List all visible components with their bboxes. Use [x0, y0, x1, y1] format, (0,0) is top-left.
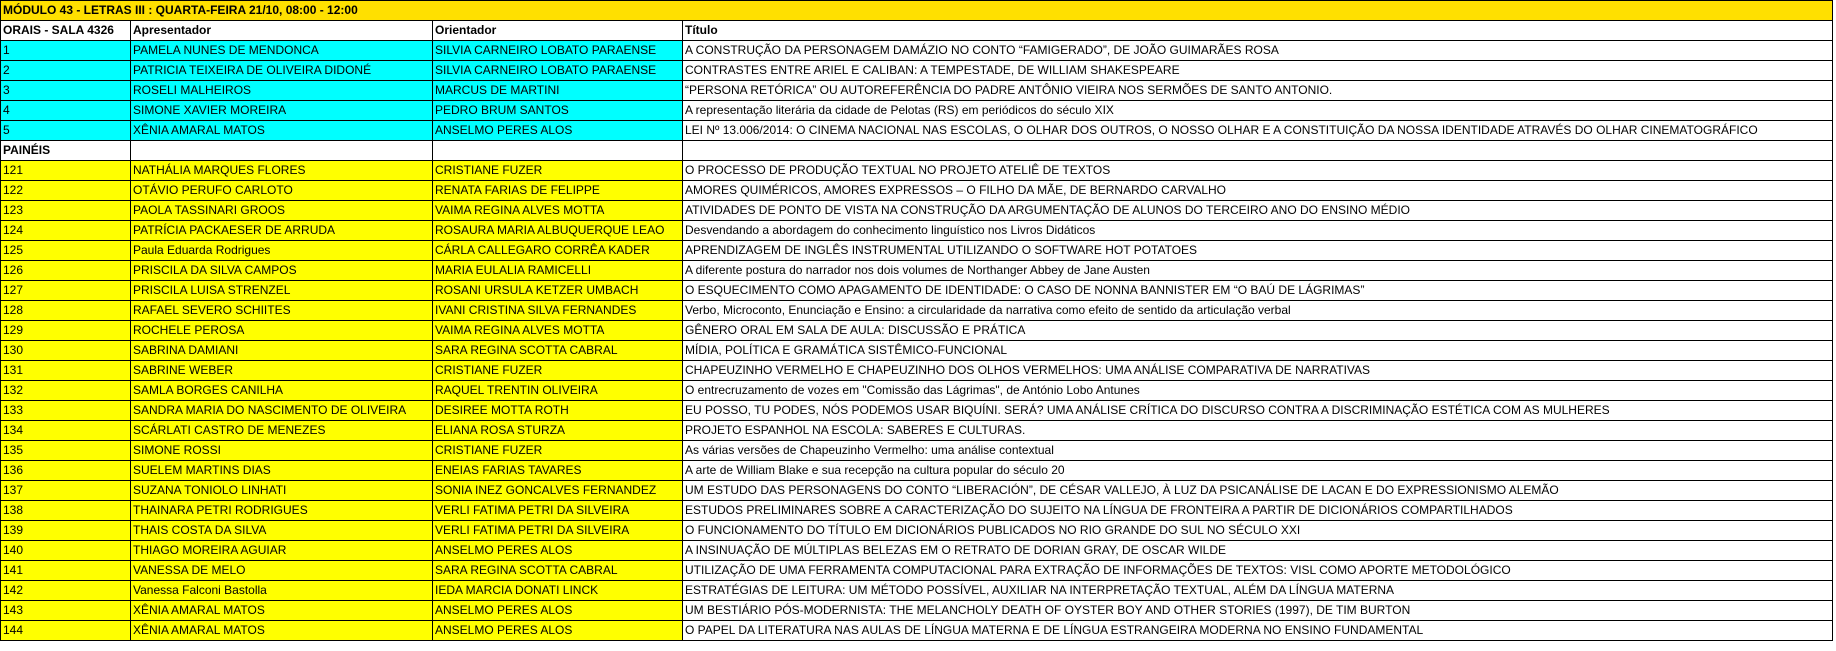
- cell-number[interactable]: 133: [1, 401, 131, 421]
- cell-titulo[interactable]: ESTUDOS PRELIMINARES SOBRE A CARACTERIZAÇÃO DO SUJEITO NA LÍNGUA DE FRONTEIRA A PARTIR DE DICIONÁRIOS COMPARTILHADOS: [683, 501, 1833, 521]
- cell-titulo[interactable]: “PERSONA RETÓRICA” OU AUTOREFERÊNCIA DO PADRE ANTÔNIO VIEIRA NOS SERMÕES DE SANTO ANTONIO.: [683, 81, 1833, 101]
- table-row: [1, 281, 1833, 301]
- cell-orientador[interactable]: RENATA FARIAS DE FELIPPE: [433, 181, 683, 201]
- cell-orientador[interactable]: ANSELMO PERES ALOS: [433, 621, 683, 641]
- table-row: [1, 241, 1833, 261]
- cell-apresentador[interactable]: XÊNIA AMARAL MATOS: [131, 121, 433, 141]
- table-row: [1, 221, 1833, 241]
- cell-titulo[interactable]: As várias versões de Chapeuzinho Vermelho: uma análise contextual: [683, 441, 1833, 461]
- cell-apresentador[interactable]: PATRÍCIA PACKAESER DE ARRUDA: [131, 221, 433, 241]
- cell-number[interactable]: 138: [1, 501, 131, 521]
- cell-titulo[interactable]: MÍDIA, POLÍTICA E GRAMÁTICA SISTÊMICO-FUNCIONAL: [683, 341, 1833, 361]
- table-row: [1, 121, 1833, 141]
- cell-orientador[interactable]: ANSELMO PERES ALOS: [433, 601, 683, 621]
- cell-titulo[interactable]: Verbo, Microconto, Enunciação e Ensino: a circularidade da narrativa como efeito de sentido da articulação verbal: [683, 301, 1833, 321]
- header-titulo[interactable]: Título: [683, 21, 1833, 41]
- cell-apresentador[interactable]: SIMONE ROSSI: [131, 441, 433, 461]
- module-title[interactable]: MÓDULO 43 - LETRAS III : QUARTA-FEIRA 21/10, 08:00 - 12:00: [1, 1, 1833, 21]
- cell-titulo[interactable]: A diferente postura do narrador nos dois volumes de Northanger Abbey de Jane Austen: [683, 261, 1833, 281]
- cell-number[interactable]: 125: [1, 241, 131, 261]
- cell-apresentador[interactable]: SABRINE WEBER: [131, 361, 433, 381]
- cell-titulo[interactable]: PROJETO ESPANHOL NA ESCOLA: SABERES E CULTURAS.: [683, 421, 1833, 441]
- table-row: [1, 541, 1833, 561]
- cell-orientador[interactable]: CRISTIANE FUZER: [433, 161, 683, 181]
- cell-orientador[interactable]: ROSANI URSULA KETZER UMBACH: [433, 281, 683, 301]
- cell-number[interactable]: 123: [1, 201, 131, 221]
- empty-cell[interactable]: [683, 141, 1833, 161]
- table-row: [1, 441, 1833, 461]
- cell-titulo[interactable]: ATIVIDADES DE PONTO DE VISTA NA CONSTRUÇÃO DA ARGUMENTAÇÃO DE ALUNOS DO TERCEIRO ANO DO ENSINO MÉDIO: [683, 201, 1833, 221]
- cell-orientador[interactable]: ENEIAS FARIAS TAVARES: [433, 461, 683, 481]
- cell-number[interactable]: 2: [1, 61, 131, 81]
- cell-orientador[interactable]: RAQUEL TRENTIN OLIVEIRA: [433, 381, 683, 401]
- table-row: [1, 341, 1833, 361]
- cell-number[interactable]: 129: [1, 321, 131, 341]
- table-row: [1, 201, 1833, 221]
- cell-orientador[interactable]: MARIA EULALIA RAMICELLI: [433, 261, 683, 281]
- cell-number[interactable]: 4: [1, 101, 131, 121]
- table-row: [1, 421, 1833, 441]
- section-label-paineis[interactable]: PAINÉIS: [1, 141, 131, 161]
- cell-apresentador[interactable]: NATHÁLIA MARQUES FLORES: [131, 161, 433, 181]
- cell-apresentador[interactable]: SABRINA DAMIANI: [131, 341, 433, 361]
- table-row: [1, 101, 1833, 121]
- cell-titulo[interactable]: A arte de William Blake e sua recepção na cultura popular do século 20: [683, 461, 1833, 481]
- cell-number[interactable]: 3: [1, 81, 131, 101]
- table-row: [1, 501, 1833, 521]
- cell-number[interactable]: 130: [1, 341, 131, 361]
- table-row: [1, 621, 1833, 641]
- cell-titulo[interactable]: O entrecruzamento de vozes em "Comissão das Lágrimas", de António Lobo Antunes: [683, 381, 1833, 401]
- cell-orientador[interactable]: CRISTIANE FUZER: [433, 361, 683, 381]
- header-apresentador[interactable]: Apresentador: [131, 21, 433, 41]
- cell-titulo[interactable]: O ESQUECIMENTO COMO APAGAMENTO DE IDENTIDADE: O CASO DE NONNA BANNISTER EM “O BAÚ DE LÁGRIMAS”: [683, 281, 1833, 301]
- cell-orientador[interactable]: VAIMA REGINA ALVES MOTTA: [433, 201, 683, 221]
- table-row: [1, 301, 1833, 321]
- table-row: [1, 161, 1833, 181]
- cell-titulo[interactable]: UM ESTUDO DAS PERSONAGENS DO CONTO “LIBERACIÓN”, DE CÉSAR VALLEJO, À LUZ DA PSICANÁLISE DE LACAN E DO EXPRESSIONISMO ALEMÃO: [683, 481, 1833, 501]
- cell-apresentador[interactable]: SUELEM MARTINS DIAS: [131, 461, 433, 481]
- cell-titulo[interactable]: A INSINUAÇÃO DE MÚLTIPLAS BELEZAS EM O RETRATO DE DORIAN GRAY, DE OSCAR WILDE: [683, 541, 1833, 561]
- cell-titulo[interactable]: CONTRASTES ENTRE ARIEL E CALIBAN: A TEMPESTADE, DE WILLIAM SHAKESPEARE: [683, 61, 1833, 81]
- cell-number[interactable]: 127: [1, 281, 131, 301]
- cell-orientador[interactable]: SARA REGINA SCOTTA CABRAL: [433, 561, 683, 581]
- cell-apresentador[interactable]: OTÁVIO PERUFO CARLOTO: [131, 181, 433, 201]
- table-row: [1, 81, 1833, 101]
- cell-number[interactable]: 135: [1, 441, 131, 461]
- cell-number[interactable]: 137: [1, 481, 131, 501]
- cell-apresentador[interactable]: Paula Eduarda Rodrigues: [131, 241, 433, 261]
- table-row: [1, 381, 1833, 401]
- header-row: [1, 21, 1833, 41]
- cell-number[interactable]: 142: [1, 581, 131, 601]
- cell-apresentador[interactable]: SUZANA TONIOLO LINHATI: [131, 481, 433, 501]
- cell-orientador[interactable]: DESIREE MOTTA ROTH: [433, 401, 683, 421]
- cell-number[interactable]: 124: [1, 221, 131, 241]
- header-orientador[interactable]: Orientador: [433, 21, 683, 41]
- cell-titulo[interactable]: Desvendando a abordagem do conhecimento linguístico nos Livros Didáticos: [683, 221, 1833, 241]
- cell-apresentador[interactable]: THAIS COSTA DA SILVA: [131, 521, 433, 541]
- cell-number[interactable]: 131: [1, 361, 131, 381]
- cell-number[interactable]: 1: [1, 41, 131, 61]
- cell-apresentador[interactable]: ROCHELE PEROSA: [131, 321, 433, 341]
- cell-orientador[interactable]: ROSAURA MARIA ALBUQUERQUE LEAO: [433, 221, 683, 241]
- cell-orientador[interactable]: ANSELMO PERES ALOS: [433, 541, 683, 561]
- table-row: [1, 581, 1833, 601]
- cell-titulo[interactable]: UM BESTIÁRIO PÓS-MODERNISTA: THE MELANCHOLY DEATH OF OYSTER BOY AND OTHER STORIES (1997), DE TIM BURTON: [683, 601, 1833, 621]
- cell-orientador[interactable]: IEDA MARCIA DONATI LINCK: [433, 581, 683, 601]
- header-orais[interactable]: ORAIS - SALA 4326: [1, 21, 131, 41]
- cell-number[interactable]: 5: [1, 121, 131, 141]
- cell-titulo[interactable]: CHAPEUZINHO VERMELHO E CHAPEUZINHO DOS OLHOS VERMELHOS: UMA ANÁLISE COMPARATIVA DE NARRATIVAS: [683, 361, 1833, 381]
- cell-apresentador[interactable]: SANDRA MARIA DO NASCIMENTO DE OLIVEIRA: [131, 401, 433, 421]
- cell-number[interactable]: 128: [1, 301, 131, 321]
- cell-titulo[interactable]: LEI Nº 13.006/2014: O CINEMA NACIONAL NAS ESCOLAS, O OLHAR DOS OUTROS, O NOSSO OLHAR E A CONSTITUIÇÃO DA NOSSA IDENTIDADE ATRAVÉS DO OLHAR CINEMATOGRÁFICO: [683, 121, 1833, 141]
- cell-apresentador[interactable]: PAOLA TASSINARI GROOS: [131, 201, 433, 221]
- cell-number[interactable]: 121: [1, 161, 131, 181]
- cell-apresentador[interactable]: Vanessa Falconi Bastolla: [131, 581, 433, 601]
- empty-cell[interactable]: [131, 141, 433, 161]
- section-row-paineis: [1, 141, 1833, 161]
- cell-titulo[interactable]: O PROCESSO DE PRODUÇÃO TEXTUAL NO PROJETO ATELIÊ DE TEXTOS: [683, 161, 1833, 181]
- cell-orientador[interactable]: VERLI FATIMA PETRI DA SILVEIRA: [433, 521, 683, 541]
- cell-apresentador[interactable]: SCÁRLATI CASTRO DE MENEZES: [131, 421, 433, 441]
- cell-orientador[interactable]: CRISTIANE FUZER: [433, 441, 683, 461]
- cell-apresentador[interactable]: SIMONE XAVIER MOREIRA: [131, 101, 433, 121]
- cell-titulo[interactable]: EU POSSO, TU PODES, NÓS PODEMOS USAR BIQUÍNI. SERÁ? UMA ANÁLISE CRÍTICA DO DISCURSO CONTRA A DISCRIMINAÇÃO ESTÉTICA COM AS MULHERES: [683, 401, 1833, 421]
- cell-number[interactable]: 122: [1, 181, 131, 201]
- cell-titulo[interactable]: APRENDIZAGEM DE INGLÊS INSTRUMENTAL UTILIZANDO O SOFTWARE HOT POTATOES: [683, 241, 1833, 261]
- table-row: [1, 41, 1833, 61]
- cell-number[interactable]: 134: [1, 421, 131, 441]
- cell-titulo[interactable]: O PAPEL DA LITERATURA NAS AULAS DE LÍNGUA MATERNA E DE LÍNGUA ESTRANGEIRA MODERNA NO ENSINO FUNDAMENTAL: [683, 621, 1833, 641]
- cell-apresentador[interactable]: SAMLA BORGES CANILHA: [131, 381, 433, 401]
- cell-titulo[interactable]: ESTRATÉGIAS DE LEITURA: UM MÉTODO POSSÍVEL, AUXILIAR NA INTERPRETAÇÃO TEXTUAL, ALÉM DA LÍNGUA MATERNA: [683, 581, 1833, 601]
- cell-number[interactable]: 140: [1, 541, 131, 561]
- table-row: [1, 321, 1833, 341]
- cell-orientador[interactable]: PEDRO BRUM SANTOS: [433, 101, 683, 121]
- cell-orientador[interactable]: SARA REGINA SCOTTA CABRAL: [433, 341, 683, 361]
- table-row: [1, 601, 1833, 621]
- table-row: [1, 261, 1833, 281]
- cell-apresentador[interactable]: PAMELA NUNES DE MENDONCA: [131, 41, 433, 61]
- cell-number[interactable]: 143: [1, 601, 131, 621]
- cell-orientador[interactable]: MARCUS DE MARTINI: [433, 81, 683, 101]
- cell-orientador[interactable]: VERLI FATIMA PETRI DA SILVEIRA: [433, 501, 683, 521]
- table-row: [1, 561, 1833, 581]
- cell-apresentador[interactable]: XÊNIA AMARAL MATOS: [131, 601, 433, 621]
- cell-apresentador[interactable]: XÊNIA AMARAL MATOS: [131, 621, 433, 641]
- cell-number[interactable]: 132: [1, 381, 131, 401]
- cell-titulo[interactable]: GÊNERO ORAL EM SALA DE AULA: DISCUSSÃO E PRÁTICA: [683, 321, 1833, 341]
- cell-apresentador[interactable]: PRISCILA LUISA STRENZEL: [131, 281, 433, 301]
- cell-apresentador[interactable]: THIAGO MOREIRA AGUIAR: [131, 541, 433, 561]
- cell-apresentador[interactable]: RAFAEL SEVERO SCHIITES: [131, 301, 433, 321]
- cell-orientador[interactable]: SILVIA CARNEIRO LOBATO PARAENSE: [433, 41, 683, 61]
- table-row: [1, 181, 1833, 201]
- cell-orientador[interactable]: CÁRLA CALLEGARO CORRÊA KADER: [433, 241, 683, 261]
- cell-number[interactable]: 139: [1, 521, 131, 541]
- cell-orientador[interactable]: ANSELMO PERES ALOS: [433, 121, 683, 141]
- title-row: [1, 1, 1833, 21]
- cell-apresentador[interactable]: PATRICIA TEIXEIRA DE OLIVEIRA DIDONÉ: [131, 61, 433, 81]
- cell-apresentador[interactable]: ROSELI MALHEIROS: [131, 81, 433, 101]
- empty-cell[interactable]: [433, 141, 683, 161]
- cell-number[interactable]: 144: [1, 621, 131, 641]
- table-row: [1, 461, 1833, 481]
- cell-number[interactable]: 141: [1, 561, 131, 581]
- table-row: [1, 401, 1833, 421]
- table-row: [1, 361, 1833, 381]
- cell-apresentador[interactable]: VANESSA DE MELO: [131, 561, 433, 581]
- cell-titulo[interactable]: UTILIZAÇÃO DE UMA FERRAMENTA COMPUTACIONAL PARA EXTRAÇÃO DE INFORMAÇÕES DE TEXTOS: VISL COMO APORTE METODOLÓGICO: [683, 561, 1833, 581]
- cell-number[interactable]: 126: [1, 261, 131, 281]
- cell-titulo[interactable]: A representação literária da cidade de Pelotas (RS) em periódicos do século XIX: [683, 101, 1833, 121]
- cell-titulo[interactable]: A CONSTRUÇÃO DA PERSONAGEM DAMÁZIO NO CONTO “FAMIGERADO”, DE JOÃO GUIMARÃES ROSA: [683, 41, 1833, 61]
- cell-number[interactable]: 136: [1, 461, 131, 481]
- cell-apresentador[interactable]: THAINARA PETRI RODRIGUES: [131, 501, 433, 521]
- cell-orientador[interactable]: ELIANA ROSA STURZA: [433, 421, 683, 441]
- cell-apresentador[interactable]: PRISCILA DA SILVA CAMPOS: [131, 261, 433, 281]
- table-row: [1, 521, 1833, 541]
- cell-orientador[interactable]: SONIA INEZ GONCALVES FERNANDEZ: [433, 481, 683, 501]
- table-row: [1, 481, 1833, 501]
- cell-orientador[interactable]: VAIMA REGINA ALVES MOTTA: [433, 321, 683, 341]
- table-row: [1, 61, 1833, 81]
- cell-orientador[interactable]: SILVIA CARNEIRO LOBATO PARAENSE: [433, 61, 683, 81]
- cell-orientador[interactable]: IVANI CRISTINA SILVA FERNANDES: [433, 301, 683, 321]
- cell-titulo[interactable]: AMORES QUIMÉRICOS, AMORES EXPRESSOS – O FILHO DA MÃE, DE BERNARDO CARVALHO: [683, 181, 1833, 201]
- cell-titulo[interactable]: O FUNCIONAMENTO DO TÍTULO EM DICIONÁRIOS PUBLICADOS NO RIO GRANDE DO SUL NO SÉCULO XXI: [683, 521, 1833, 541]
